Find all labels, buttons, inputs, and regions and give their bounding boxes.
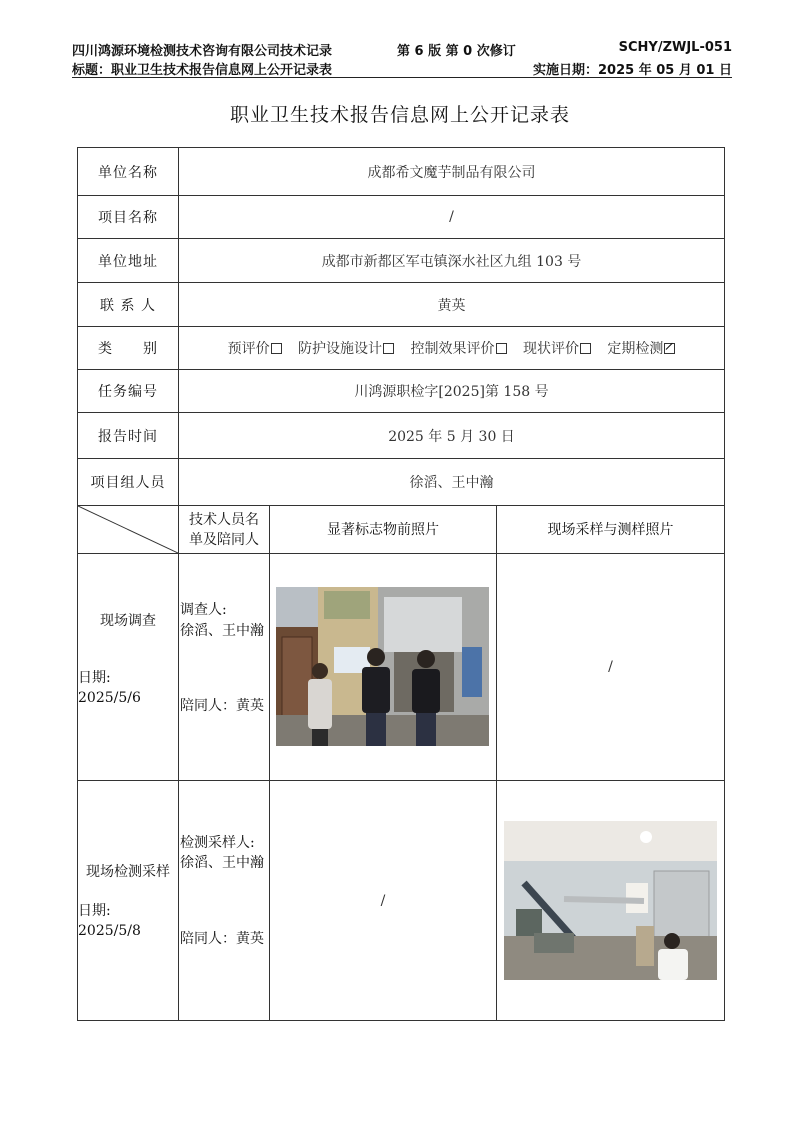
- sampling-people-cell: [179, 781, 270, 1021]
- sampling-photo: [504, 821, 717, 980]
- option-pre-evaluation-checkbox[interactable]: [271, 343, 282, 354]
- row-photo-header: [78, 506, 725, 554]
- sampling-landmark-photo-cell: /: [270, 781, 497, 1021]
- value-project-name: /: [179, 196, 725, 239]
- option-control-effect-checkbox[interactable]: [496, 343, 507, 354]
- header-company: 四川鸿源环境检测技术咨询有限公司技术记录: [72, 44, 333, 59]
- survey-date-label: 日期:: [78, 670, 111, 686]
- row-report-date: [78, 413, 725, 459]
- row-team: [78, 459, 725, 506]
- sampling-section-cell: [78, 781, 179, 1021]
- row-site-sampling: [78, 781, 725, 1021]
- survey-sampling-photo-cell: /: [497, 554, 725, 781]
- row-project-name: [78, 196, 725, 239]
- row-task-no: [78, 370, 725, 413]
- investigator-label: 调查人:: [180, 602, 227, 618]
- label-report-date: 报告时间: [78, 413, 179, 459]
- investigator-names: 徐滔、王中瀚: [180, 623, 264, 639]
- label-project-name: 项目名称: [78, 196, 179, 239]
- survey-landmark-photo-cell: [270, 554, 497, 781]
- sampling-title: 现场检测采样: [86, 864, 170, 880]
- option-control-effect-label: 控制效果评价: [410, 341, 495, 357]
- header-subject: 标题：职业卫生技术报告信息网上公开记录表: [72, 63, 333, 78]
- header-doc-code: SCHY/ZWJL-051: [618, 40, 732, 55]
- header-staff-line-2: 单及陪同人: [189, 531, 259, 548]
- value-address: 成都市新都区军屯镇深水社区九组 103 号: [179, 239, 725, 283]
- option-pre-evaluation-label: 预评价: [227, 341, 270, 357]
- option-status-evaluation-checkbox[interactable]: [580, 343, 591, 354]
- value-task-no: 川鸿源职检字[2025]第 158 号: [179, 370, 725, 413]
- value-contact: 黄英: [179, 283, 725, 327]
- header-version: 第 6 版 第 0 次修订: [397, 44, 516, 59]
- survey-section-cell: [78, 554, 179, 781]
- value-report-date: 2025 年 5 月 30 日: [179, 413, 725, 459]
- label-category: 类 别: [78, 327, 179, 370]
- option-periodic-detection-checkbox[interactable]: [664, 343, 675, 354]
- header-effective-date: 实施日期：2025 年 05 月 01 日: [533, 63, 732, 78]
- row-address: [78, 239, 725, 283]
- row-category: [78, 327, 725, 370]
- header-landmark-photo: 显著标志物前照片: [270, 506, 497, 554]
- diagonal-header-cell: [78, 506, 179, 554]
- option-periodic-detection-label: 定期检测: [607, 341, 664, 357]
- header-staff: [179, 506, 270, 554]
- label-team: 项目组人员: [78, 459, 179, 506]
- sampling-date-value: 2025/5/8: [78, 923, 141, 939]
- value-unit-name: 成都希文魔芋制品有限公司: [179, 148, 725, 196]
- label-address: 单位地址: [78, 239, 179, 283]
- survey-people-cell: [179, 554, 270, 781]
- header-sampling-photo: 现场采样与测样照片: [497, 506, 725, 554]
- header-staff-line-1: 技术人员名: [189, 511, 259, 528]
- sampler-names: 徐滔、王中瀚: [180, 855, 264, 871]
- label-unit-name: 单位名称: [78, 148, 179, 196]
- row-unit-name: [78, 148, 725, 196]
- value-team: 徐滔、王中瀚: [179, 459, 725, 506]
- sampling-date-label: 日期:: [78, 903, 111, 919]
- survey-date-value: 2025/5/6: [78, 690, 141, 706]
- survey-landmark-photo: [276, 587, 489, 746]
- diagonal-line: [78, 506, 178, 553]
- page-header-row-1: [72, 40, 732, 58]
- option-protection-design-checkbox[interactable]: [383, 343, 394, 354]
- page-header-row-2: [72, 59, 732, 77]
- sampler-label: 检测采样人:: [180, 835, 255, 851]
- record-table: [77, 147, 725, 1021]
- option-status-evaluation-label: 现状评价: [522, 341, 579, 357]
- document-title: 职业卫生技术报告信息网上公开记录表: [229, 104, 570, 126]
- sampling-companion: 陪同人：黄英: [180, 931, 264, 947]
- sampling-photo-cell: [497, 781, 725, 1021]
- survey-title: 现场调查: [100, 613, 156, 629]
- row-contact: [78, 283, 725, 327]
- category-options: [179, 327, 725, 370]
- survey-companion: 陪同人：黄英: [180, 698, 264, 714]
- row-site-survey: [78, 554, 725, 781]
- option-protection-design-label: 防护设施设计: [298, 341, 383, 357]
- label-task-no: 任务编号: [78, 370, 179, 413]
- label-contact: 联 系 人: [78, 283, 179, 327]
- header-divider: [72, 77, 732, 78]
